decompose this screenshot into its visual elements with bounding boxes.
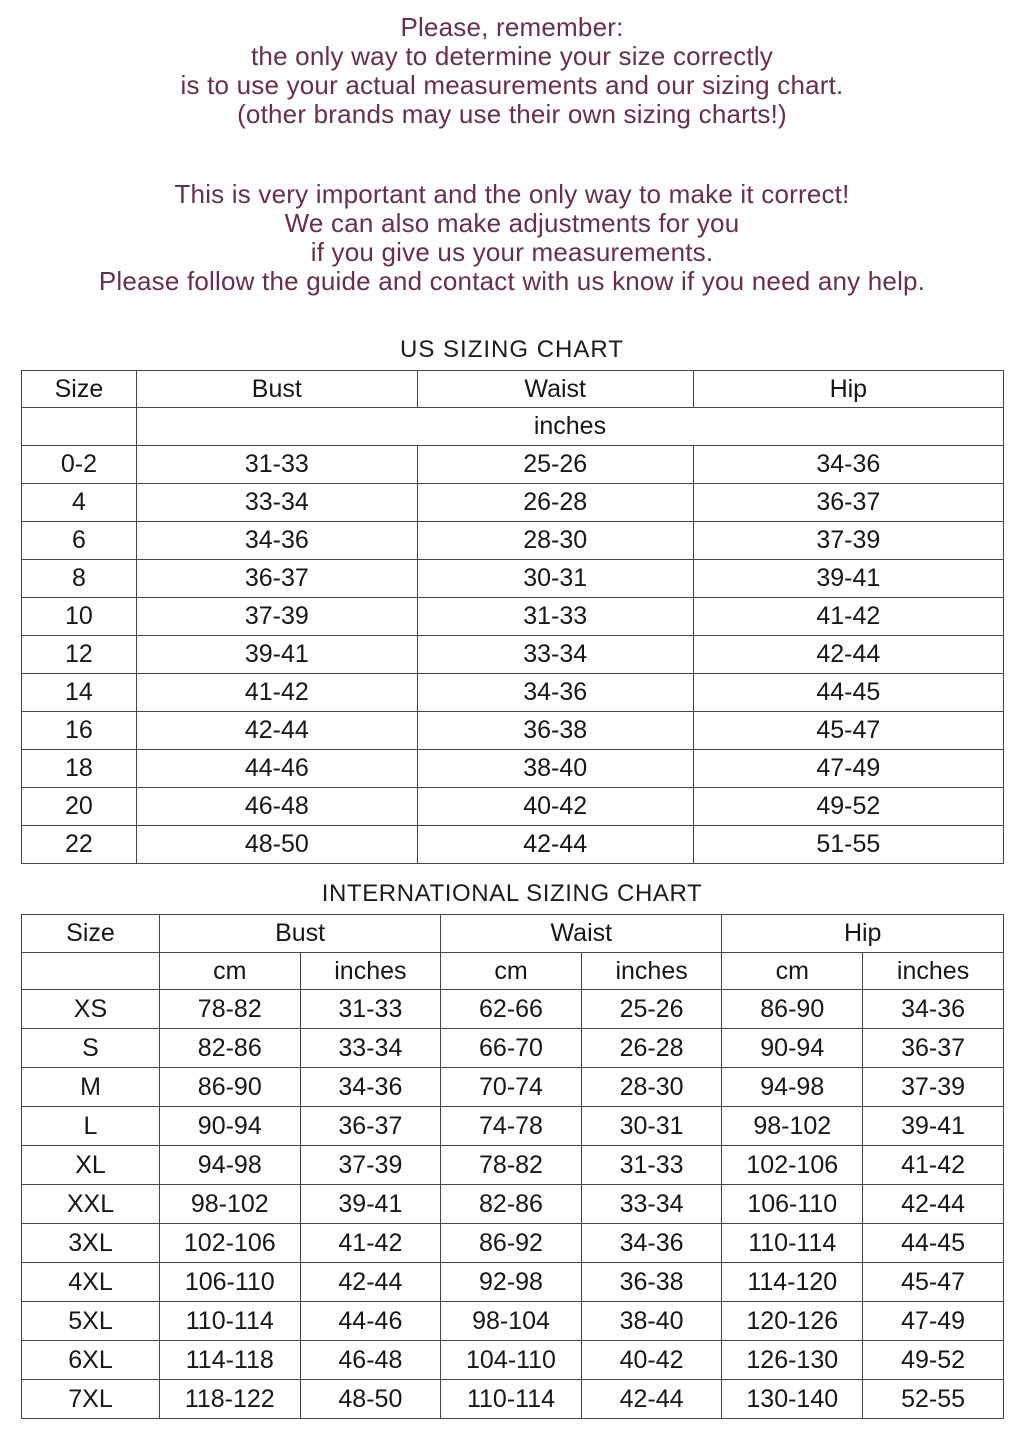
table-cell-size: 18 <box>22 750 137 788</box>
table-cell-bust: 36-37 <box>136 560 417 598</box>
table-cell-waist-in: 42-44 <box>581 1380 722 1419</box>
table-cell-waist-cm: 62-66 <box>441 990 582 1029</box>
table-cell-waist-in: 28-30 <box>581 1068 722 1107</box>
table-cell-bust-cm: 90-94 <box>159 1107 300 1146</box>
us-chart-title: US SIZING CHART <box>400 336 624 363</box>
table-cell-waist-cm: 98-104 <box>441 1302 582 1341</box>
table-cell-waist: 36-38 <box>417 712 693 750</box>
table-cell-bust-in: 36-37 <box>300 1107 441 1146</box>
table-cell-bust-cm: 82-86 <box>159 1029 300 1068</box>
table-cell-bust-cm: 106-110 <box>159 1263 300 1302</box>
intro-line: the only way to determine your size correctly <box>251 41 773 71</box>
table-cell-size: XL <box>22 1146 160 1185</box>
table-cell-waist-cm: 110-114 <box>441 1380 582 1419</box>
table-cell-hip-cm: 106-110 <box>722 1185 863 1224</box>
table-cell-size: 10 <box>22 598 137 636</box>
table-cell-waist-cm: 74-78 <box>441 1107 582 1146</box>
table-row <box>22 522 1004 560</box>
table-cell-hip-in: 34-36 <box>863 990 1004 1029</box>
table-cell-bust-cm: 114-118 <box>159 1341 300 1380</box>
table-cell-waist-in: 25-26 <box>581 990 722 1029</box>
intl-unit-label-bust-cm: cm <box>159 953 300 990</box>
table-row <box>22 1068 1004 1107</box>
table-cell-waist: 38-40 <box>417 750 693 788</box>
table-cell-bust-cm: 110-114 <box>159 1302 300 1341</box>
table-cell-hip-in: 41-42 <box>863 1146 1004 1185</box>
table-row <box>22 1380 1004 1419</box>
empty-cell <box>22 408 137 446</box>
table-cell-waist-cm: 70-74 <box>441 1068 582 1107</box>
table-cell-size: 6XL <box>22 1341 160 1380</box>
table-cell-hip-cm: 86-90 <box>722 990 863 1029</box>
intl-unit-label-bust-in: inches <box>300 953 441 990</box>
table-cell-waist-cm: 78-82 <box>441 1146 582 1185</box>
table-cell-waist-in: 40-42 <box>581 1341 722 1380</box>
table-cell-bust-in: 46-48 <box>300 1341 441 1380</box>
table-cell-size: XS <box>22 990 160 1029</box>
table-cell-hip-in: 39-41 <box>863 1107 1004 1146</box>
table-row <box>22 446 1004 484</box>
table-cell-waist: 28-30 <box>417 522 693 560</box>
table-cell-bust: 37-39 <box>136 598 417 636</box>
table-cell-bust: 48-50 <box>136 826 417 864</box>
table-cell-size: 20 <box>22 788 137 826</box>
table-cell-hip-cm: 102-106 <box>722 1146 863 1185</box>
table-cell-bust: 46-48 <box>136 788 417 826</box>
table-cell-waist-cm: 92-98 <box>441 1263 582 1302</box>
table-row <box>22 1263 1004 1302</box>
table-row <box>22 560 1004 598</box>
intl-unit-label-hip-cm: cm <box>722 953 863 990</box>
intro-line: (other brands may use their own sizing charts!) <box>237 99 787 129</box>
table-cell-hip: 41-42 <box>693 598 1003 636</box>
table-cell-size: 5XL <box>22 1302 160 1341</box>
table-cell-size: L <box>22 1107 160 1146</box>
table-cell-bust-in: 31-33 <box>300 990 441 1029</box>
table-cell-bust-in: 41-42 <box>300 1224 441 1263</box>
table-cell-size: 6 <box>22 522 137 560</box>
table-cell-waist-in: 31-33 <box>581 1146 722 1185</box>
table-cell-size: 4XL <box>22 1263 160 1302</box>
table-row <box>22 750 1004 788</box>
table-row <box>22 1302 1004 1341</box>
table-cell-waist-in: 26-28 <box>581 1029 722 1068</box>
table-cell-hip-in: 44-45 <box>863 1224 1004 1263</box>
table-row <box>22 788 1004 826</box>
table-cell-bust: 44-46 <box>136 750 417 788</box>
table-cell-waist-cm: 66-70 <box>441 1029 582 1068</box>
table-cell-hip-in: 52-55 <box>863 1380 1004 1419</box>
table-cell-hip: 36-37 <box>693 484 1003 522</box>
table-cell-bust: 39-41 <box>136 636 417 674</box>
table-cell-size: 22 <box>22 826 137 864</box>
table-cell-hip-in: 37-39 <box>863 1068 1004 1107</box>
table-cell-waist: 34-36 <box>417 674 693 712</box>
intro-note-adjustments <box>0 180 1024 296</box>
table-cell-hip: 47-49 <box>693 750 1003 788</box>
intl-col-header-hip: Hip <box>722 915 1004 953</box>
table-cell-bust-cm: 94-98 <box>159 1146 300 1185</box>
table-cell-hip-cm: 120-126 <box>722 1302 863 1341</box>
intro-line: This is very important and the only way to make it correct! <box>174 179 850 209</box>
table-cell-hip-in: 42-44 <box>863 1185 1004 1224</box>
table-cell-hip: 49-52 <box>693 788 1003 826</box>
table-cell-hip-in: 45-47 <box>863 1263 1004 1302</box>
table-cell-hip-cm: 98-102 <box>722 1107 863 1146</box>
table-cell-bust: 31-33 <box>136 446 417 484</box>
table-cell-bust: 34-36 <box>136 522 417 560</box>
table-cell-waist-in: 36-38 <box>581 1263 722 1302</box>
table-cell-hip-in: 36-37 <box>863 1029 1004 1068</box>
table-cell-hip: 51-55 <box>693 826 1003 864</box>
intl-col-header-bust: Bust <box>159 915 440 953</box>
table-cell-hip: 39-41 <box>693 560 1003 598</box>
table-cell-hip-in: 49-52 <box>863 1341 1004 1380</box>
table-cell-waist: 42-44 <box>417 826 693 864</box>
intro-note-measurements <box>0 0 1024 129</box>
table-cell-bust-in: 39-41 <box>300 1185 441 1224</box>
table-cell-waist: 33-34 <box>417 636 693 674</box>
table-cell-bust: 42-44 <box>136 712 417 750</box>
us-table-body <box>22 446 1004 864</box>
table-cell-bust-in: 48-50 <box>300 1380 441 1419</box>
table-cell-waist: 25-26 <box>417 446 693 484</box>
us-sizing-table <box>21 370 1004 864</box>
table-cell-bust-in: 44-46 <box>300 1302 441 1341</box>
table-row <box>22 826 1004 864</box>
intro-line: Please, remember: <box>400 12 624 42</box>
table-row <box>22 1341 1004 1380</box>
intl-chart-title: INTERNATIONAL SIZING CHART <box>321 880 703 907</box>
table-cell-hip-cm: 94-98 <box>722 1068 863 1107</box>
table-cell-size: 0-2 <box>22 446 137 484</box>
table-row <box>22 484 1004 522</box>
us-col-header-size: Size <box>22 371 137 408</box>
intl-table-body <box>22 990 1004 1419</box>
table-row <box>22 1224 1004 1263</box>
table-cell-bust: 41-42 <box>136 674 417 712</box>
table-cell-hip: 45-47 <box>693 712 1003 750</box>
table-cell-bust-in: 33-34 <box>300 1029 441 1068</box>
table-cell-hip-cm: 130-140 <box>722 1380 863 1419</box>
table-cell-hip-in: 47-49 <box>863 1302 1004 1341</box>
table-cell-bust-cm: 86-90 <box>159 1068 300 1107</box>
intro-line: Please follow the guide and contact with us know if you need any help. <box>98 266 926 296</box>
intl-unit-label-waist-in: inches <box>581 953 722 990</box>
intl-col-header-waist: Waist <box>441 915 722 953</box>
table-cell-size: 4 <box>22 484 137 522</box>
table-cell-hip-cm: 110-114 <box>722 1224 863 1263</box>
table-cell-size: 8 <box>22 560 137 598</box>
table-cell-bust-in: 34-36 <box>300 1068 441 1107</box>
table-cell-hip: 42-44 <box>693 636 1003 674</box>
table-row <box>22 712 1004 750</box>
table-cell-waist-cm: 86-92 <box>441 1224 582 1263</box>
intl-table-header-row <box>22 915 1004 953</box>
table-cell-hip-cm: 114-120 <box>722 1263 863 1302</box>
table-cell-waist-in: 30-31 <box>581 1107 722 1146</box>
table-cell-size: M <box>22 1068 160 1107</box>
table-row <box>22 674 1004 712</box>
intro-line: if you give us your measurements. <box>310 237 714 267</box>
table-cell-bust-cm: 118-122 <box>159 1380 300 1419</box>
intro-line: is to use your actual measurements and our sizing chart. <box>180 70 844 100</box>
table-cell-size: 7XL <box>22 1380 160 1419</box>
table-cell-bust-cm: 102-106 <box>159 1224 300 1263</box>
us-table-header-row <box>22 371 1004 408</box>
table-row <box>22 990 1004 1029</box>
intl-table-units-row <box>22 953 1004 990</box>
table-cell-waist-cm: 104-110 <box>441 1341 582 1380</box>
table-cell-waist: 40-42 <box>417 788 693 826</box>
table-row <box>22 1146 1004 1185</box>
intl-sizing-table <box>21 914 1004 1419</box>
table-cell-bust-in: 37-39 <box>300 1146 441 1185</box>
table-cell-hip-cm: 126-130 <box>722 1341 863 1380</box>
table-cell-size: 16 <box>22 712 137 750</box>
table-cell-bust-cm: 98-102 <box>159 1185 300 1224</box>
table-cell-size: 12 <box>22 636 137 674</box>
table-cell-bust: 33-34 <box>136 484 417 522</box>
table-cell-hip: 44-45 <box>693 674 1003 712</box>
table-row <box>22 1107 1004 1146</box>
table-cell-waist-in: 33-34 <box>581 1185 722 1224</box>
table-cell-hip: 37-39 <box>693 522 1003 560</box>
intl-unit-label-waist-cm: cm <box>441 953 582 990</box>
table-row <box>22 598 1004 636</box>
table-row <box>22 1185 1004 1224</box>
table-cell-waist-in: 38-40 <box>581 1302 722 1341</box>
intl-col-header-size: Size <box>22 915 160 953</box>
table-cell-size: XXL <box>22 1185 160 1224</box>
us-table-units-row <box>22 408 1004 446</box>
table-cell-hip: 34-36 <box>693 446 1003 484</box>
table-cell-waist: 31-33 <box>417 598 693 636</box>
table-row <box>22 636 1004 674</box>
table-cell-size: 3XL <box>22 1224 160 1263</box>
empty-cell <box>22 953 160 990</box>
table-cell-waist: 30-31 <box>417 560 693 598</box>
us-col-header-hip: Hip <box>693 371 1003 408</box>
table-cell-bust-cm: 78-82 <box>159 990 300 1029</box>
table-cell-hip-cm: 90-94 <box>722 1029 863 1068</box>
us-col-header-bust: Bust <box>136 371 417 408</box>
us-unit-label: inches <box>136 408 1003 446</box>
table-cell-waist-in: 34-36 <box>581 1224 722 1263</box>
table-row <box>22 1029 1004 1068</box>
table-cell-waist-cm: 82-86 <box>441 1185 582 1224</box>
intl-unit-label-hip-in: inches <box>863 953 1004 990</box>
table-cell-bust-in: 42-44 <box>300 1263 441 1302</box>
table-cell-size: 14 <box>22 674 137 712</box>
intro-line: We can also make adjustments for you <box>284 208 740 238</box>
us-col-header-waist: Waist <box>417 371 693 408</box>
table-cell-size: S <box>22 1029 160 1068</box>
table-cell-waist: 26-28 <box>417 484 693 522</box>
